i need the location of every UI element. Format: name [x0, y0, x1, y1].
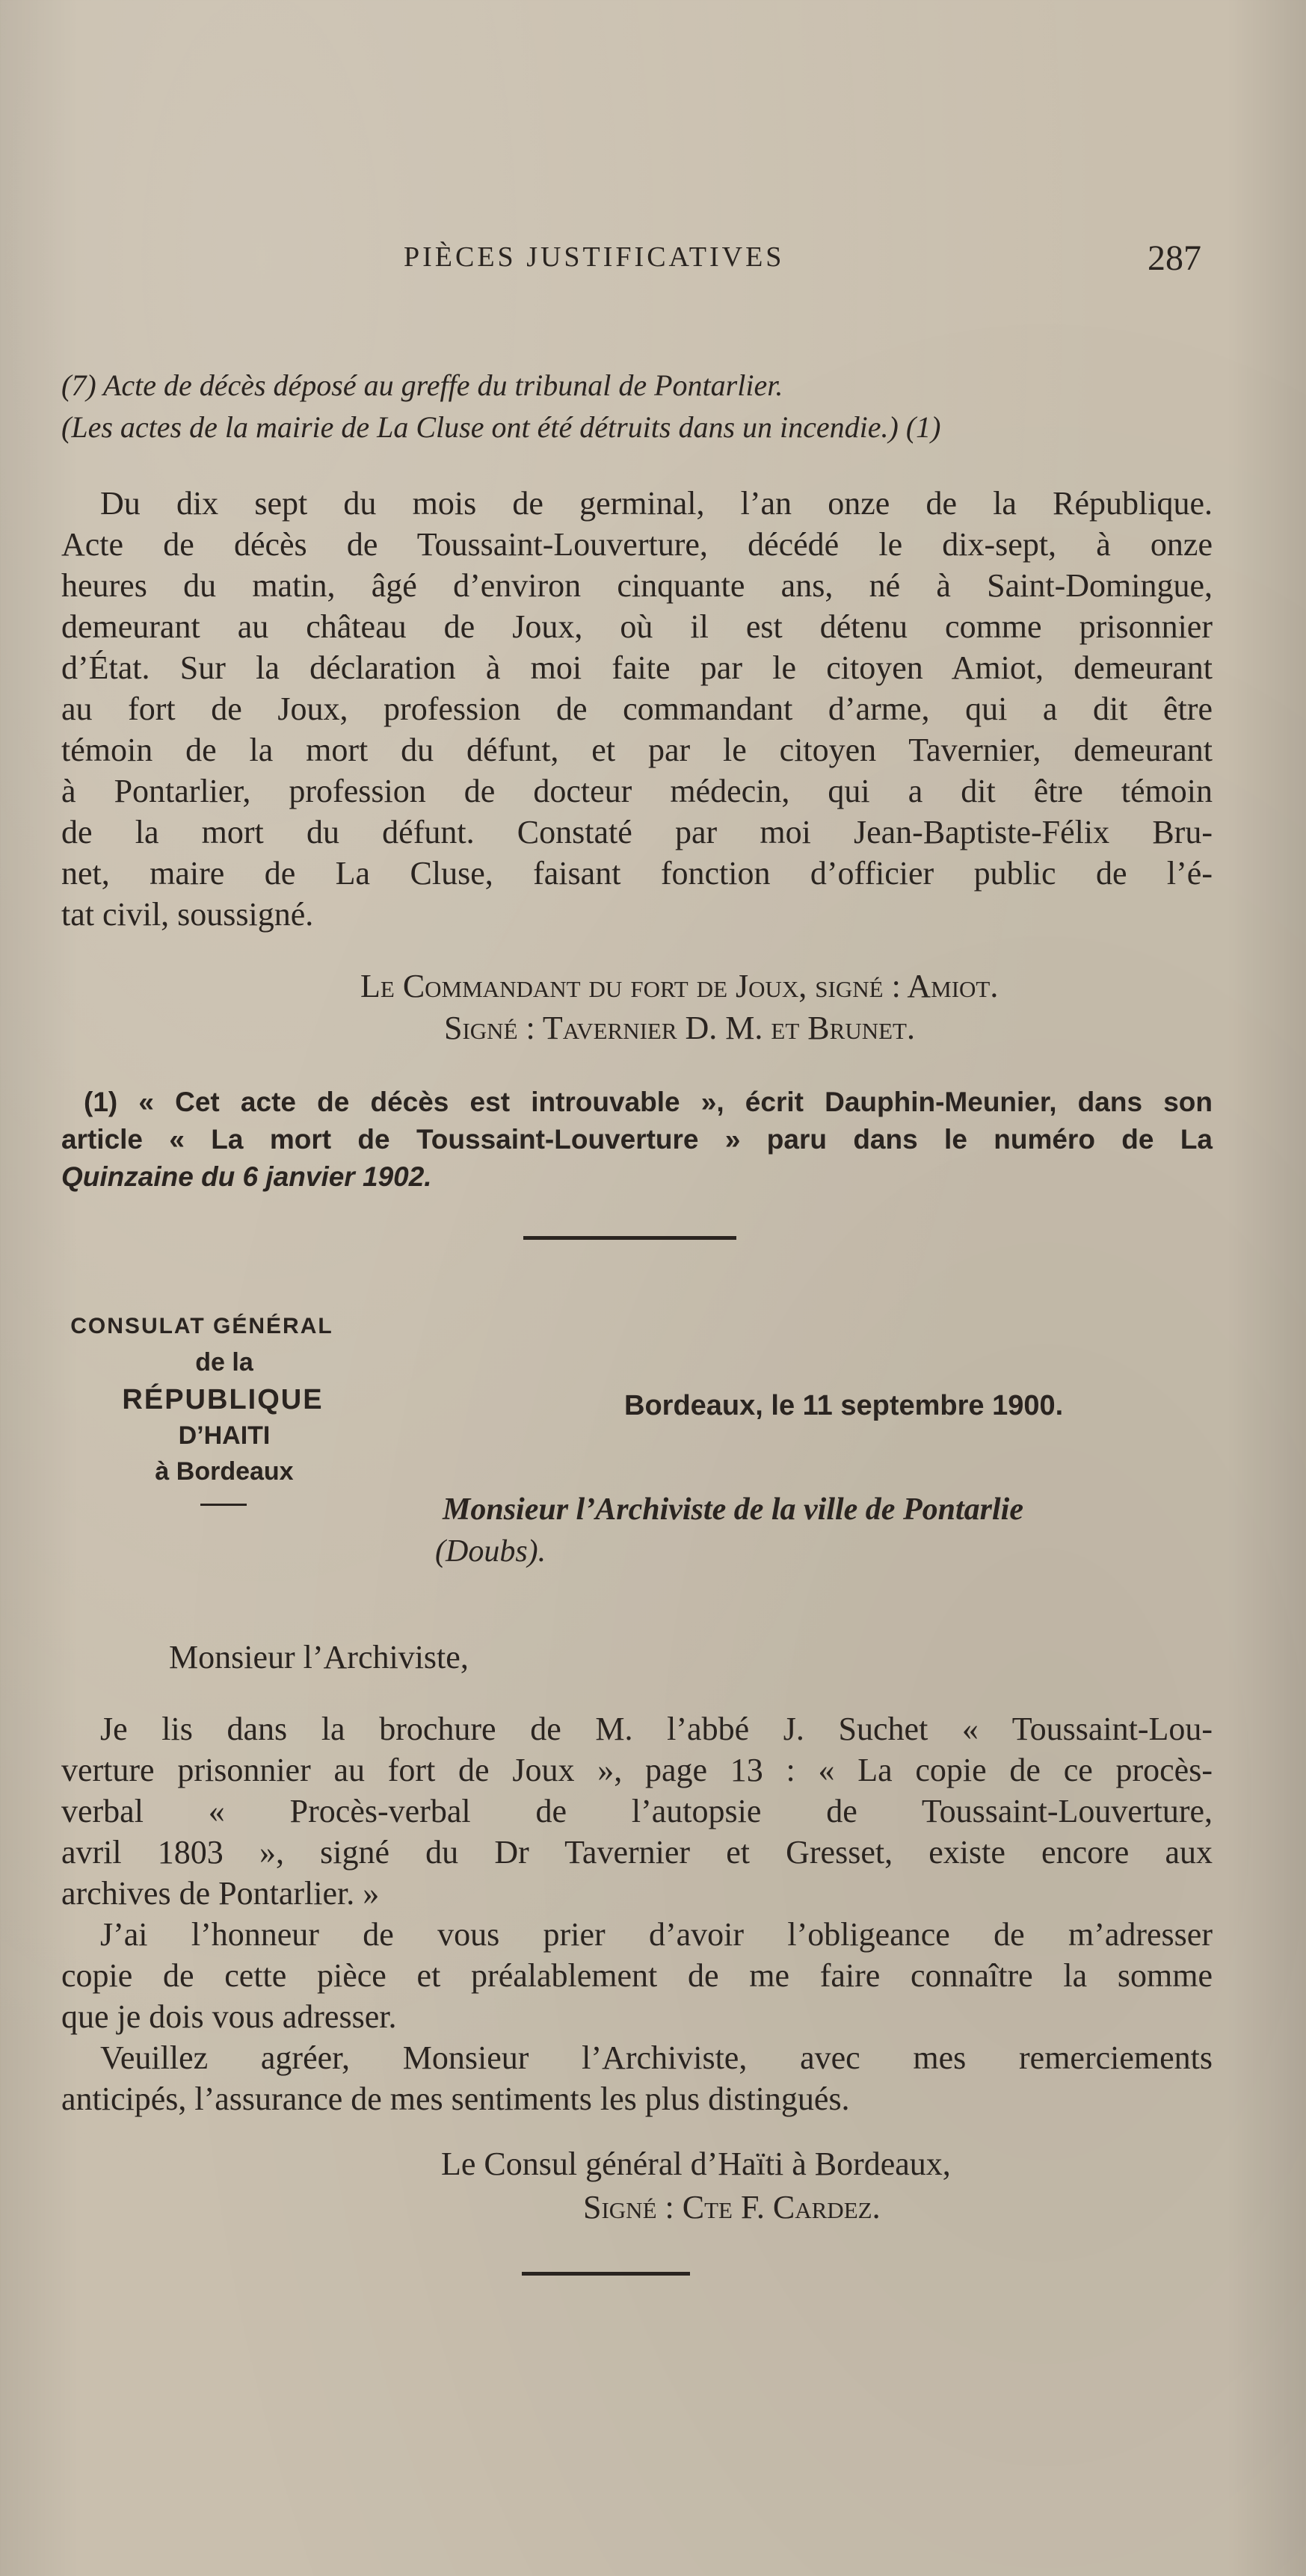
closing-rule	[522, 2272, 690, 2276]
letterhead-haiti: D’HAITI	[178, 1421, 271, 1450]
letter-line: que je dois vous adresser.	[61, 1998, 397, 2035]
separator-rule	[523, 1236, 736, 1240]
note-heading-line-1: (7) Acte de décès déposé au greffe du tribunal de Pontarlier.	[61, 368, 783, 402]
letter-line: verbal « Procès-verbal de l’autopsie de Toussaint-Louverture,	[61, 1793, 1213, 1829]
letterhead-de-la: de la	[195, 1348, 253, 1377]
signature-commandant: Le Commandant du fort de Joux, signé : Amiot.	[360, 968, 999, 1004]
body-line: heures du matin, âgé d’environ cinquante ans, né à Saint-Domingue,	[61, 567, 1213, 604]
letterhead-dash	[200, 1504, 247, 1506]
body-line: à Pontarlier, profession de docteur médecin, qui a dit être témoin	[61, 773, 1213, 809]
running-head: PIÈCES JUSTIFICATIVES	[404, 241, 785, 273]
letter-address: Monsieur l’Archiviste de la ville de Pontarlie	[443, 1492, 1023, 1527]
letter-line: anticipés, l’assurance de mes sentiments les plus distingués.	[61, 2081, 850, 2117]
body-line: demeurant au château de Joux, où il est détenu comme prisonnier	[61, 608, 1213, 645]
footnote-line: (1) « Cet acte de décès est introuvable », écrit Dauphin-Meunier, dans son	[84, 1087, 1213, 1117]
signature-witnesses: Signé : Tavernier D. M. et Brunet.	[444, 1010, 915, 1046]
body-line: au fort de Joux, profession de commandant d’arme, qui a dit être	[61, 691, 1213, 727]
body-line: d’État. Sur la déclaration à moi faite par le citoyen Amiot, demeurant	[61, 649, 1213, 686]
letter-date: Bordeaux, le 11 septembre 1900.	[624, 1390, 1064, 1421]
letterhead-consulat: CONSULAT GÉNÉRAL	[70, 1314, 333, 1338]
note-heading-line-2: (Les actes de la mairie de La Cluse ont été détruits dans un incendie.) (1)	[61, 410, 941, 444]
footnote-line: Quinzaine du 6 janvier 1902.	[61, 1161, 432, 1192]
letter-line: copie de cette pièce et préalablement de me faire connaître la somme	[61, 1957, 1213, 1994]
body-line: tat civil, soussigné.	[61, 896, 314, 933]
body-line: témoin de la mort du défunt, et par le citoyen Tavernier, demeurant	[61, 732, 1213, 768]
letter-signature-title: Le Consul général d’Haïti à Bordeaux,	[441, 2146, 951, 2182]
footnote-line: article « La mort de Toussaint-Louverture » paru dans le numéro de La	[61, 1124, 1213, 1155]
body-line: Acte de décès de Toussaint-Louverture, décédé le dix-sept, à onze	[61, 526, 1213, 563]
letter-line: J’ai l’honneur de vous prier d’avoir l’obligeance de m’adresser	[100, 1916, 1213, 1953]
letter-signature-name: Signé : Cte F. Cardez.	[583, 2189, 881, 2226]
letter-salutation: Monsieur l’Archiviste,	[169, 1639, 469, 1675]
letter-line: avril 1803 », signé du Dr Tavernier et Gresset, existe encore aux	[61, 1834, 1213, 1871]
body-line: net, maire de La Cluse, faisant fonction d’officier public de l’é-	[61, 855, 1213, 892]
letter-line: archives de Pontarlier. »	[61, 1875, 380, 1912]
letter-address-department: (Doubs).	[435, 1534, 546, 1569]
letter-line: verture prisonnier au fort de Joux », page 13 : « La copie de ce procès-	[61, 1752, 1213, 1788]
body-line: Du dix sept du mois de germinal, l’an onze de la République.	[100, 485, 1213, 522]
letter-line: Je lis dans la brochure de M. l’abbé J. Suchet « Toussaint-Lou-	[100, 1711, 1213, 1747]
page-number: 287	[1148, 238, 1201, 278]
letterhead-republique: RÉPUBLIQUE	[122, 1384, 324, 1415]
letter-line: Veuillez agréer, Monsieur l’Archiviste, avec mes remerciements	[100, 2039, 1213, 2076]
letterhead-bordeaux: à Bordeaux	[155, 1457, 294, 1486]
body-line: de la mort du défunt. Constaté par moi Jean-Baptiste-Félix Bru-	[61, 814, 1213, 850]
